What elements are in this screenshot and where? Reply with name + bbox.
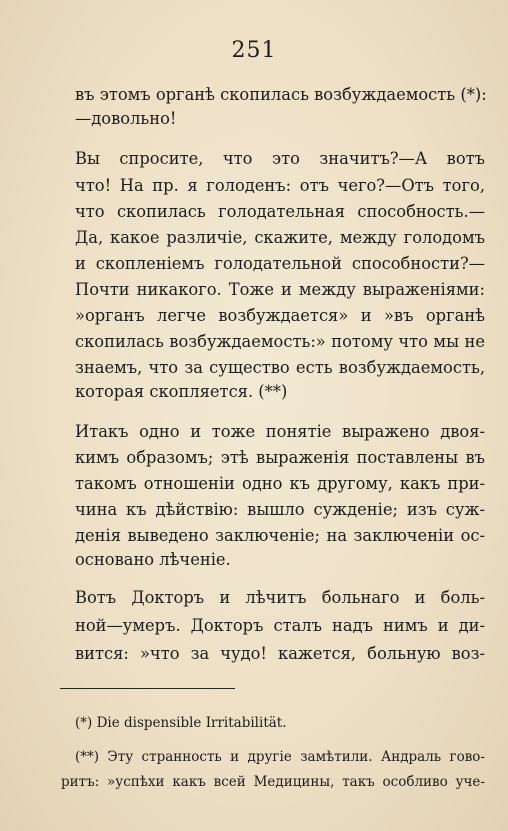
text-line: Вы спросите, что это значитъ?—А вотъ bbox=[75, 149, 485, 168]
text-line: Да, какое различіе, скажите, между голодомъ bbox=[75, 228, 485, 247]
text-line: что скопилась голодательная способность.— bbox=[75, 202, 485, 221]
page-number: 251 bbox=[231, 38, 277, 63]
footnote: ритъ: »успѣхи какъ всей Медицины, такъ особливо уче- bbox=[61, 774, 485, 790]
text-line: что! На пр. я голоденъ: отъ чего?—Отъ того, bbox=[75, 176, 485, 195]
footnote-divider bbox=[60, 688, 235, 689]
footnote: (*) Die dispensible Irritabilität. bbox=[75, 715, 287, 731]
text-line: такомъ отношеніи одно къ другому, какъ при- bbox=[75, 474, 485, 493]
text-line: Почти никакого. Тоже и между выраженіями: bbox=[75, 280, 485, 299]
text-line: въ этомъ органѣ скопилась возбуждаемость (*): bbox=[75, 85, 487, 104]
text-line: которая скопляется. (**) bbox=[75, 382, 288, 401]
text-line: —довольно! bbox=[75, 109, 177, 128]
text-line: и скопленіемъ голодательной способности?— bbox=[75, 254, 485, 273]
text-line: денія выведено заключеніе; на заключеніи ос- bbox=[75, 526, 485, 545]
text-line: Итакъ одно и тоже понятіе выражено двоя- bbox=[75, 422, 485, 441]
text-line: скопилась возбуждаемость:» потому что мы не bbox=[75, 332, 485, 351]
footnote: (**) Эту странность и другіе замѣтили. Андраль гово- bbox=[75, 749, 485, 765]
text-line: чина къ дѣйствію: вышло сужденіе; изъ суж- bbox=[75, 500, 485, 519]
text-line: знаемъ, что за существо есть возбуждаемость, bbox=[75, 358, 485, 377]
text-line: вится: »что за чудо! кажется, больную воз- bbox=[75, 644, 485, 663]
text-line: основано лѣченіе. bbox=[75, 550, 231, 569]
text-line: ной—умеръ. Докторъ сталъ надъ нимъ и ди- bbox=[75, 616, 485, 635]
text-line: кимъ образомъ; этѣ выраженія поставлены въ bbox=[75, 448, 485, 467]
text-line: »органъ легче возбуждается» и »въ органѣ bbox=[75, 306, 485, 325]
text-line: Вотъ Докторъ и лѣчитъ больнаго и боль- bbox=[75, 588, 485, 607]
